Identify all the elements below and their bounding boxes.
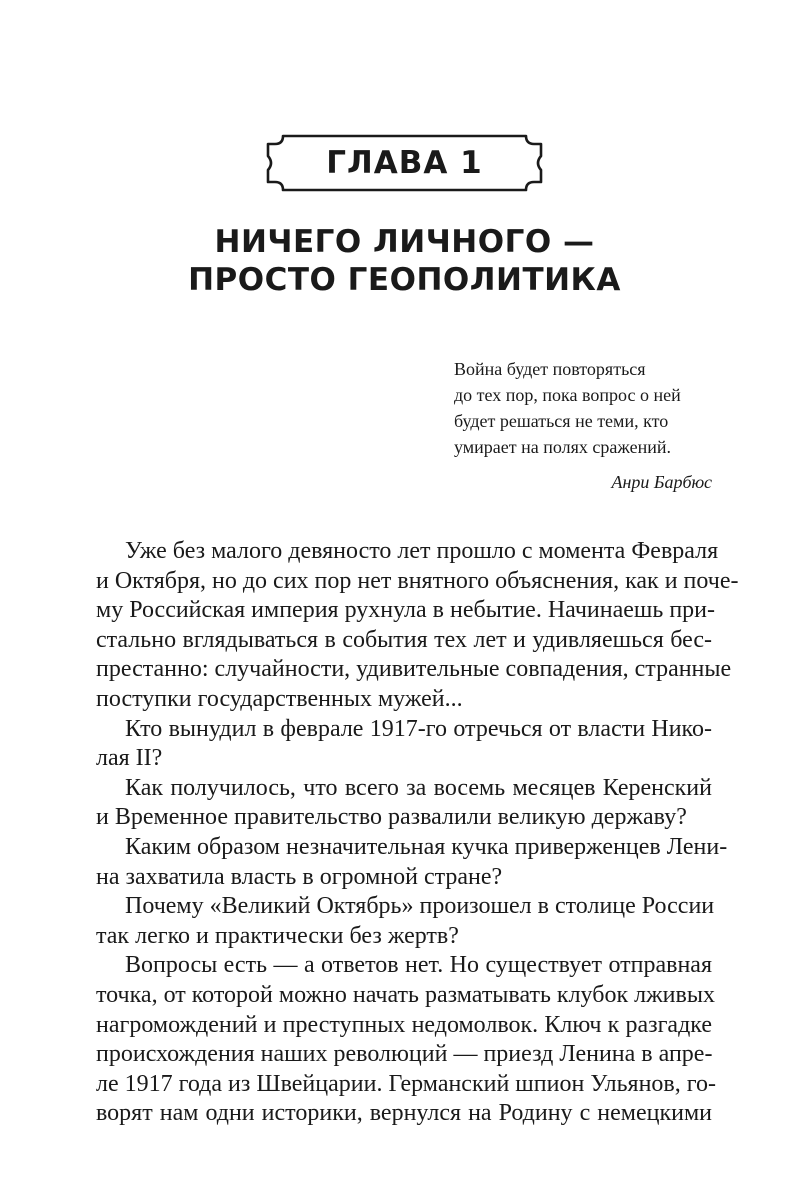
chapter-title-line: НИЧЕГО ЛИЧНОГО — [214, 224, 595, 260]
text-line: Вопросы есть — а ответов нет. Но существует отправная [125, 952, 712, 979]
text-line: му Российская империя рухнула в небытие. Начинаешь при- [96, 597, 716, 624]
text-line: так легко и практически без жертв? [96, 922, 459, 949]
chapter-label-frame [263, 130, 546, 196]
text-line: ле 1917 года из Швейцарии. Германский шпион Ульянов, го- [96, 1070, 716, 1097]
text-line: и Октября, но до сих пор нет внятного объяснения, как и поче- [96, 567, 739, 594]
epigraph-line: до тех пор, пока вопрос о ней [454, 385, 681, 405]
text-line: точка, от которой можно начать разматывать клубок лживых [96, 981, 715, 1008]
epigraph [454, 356, 724, 460]
epigraph-author: Анри Барбюс [611, 472, 712, 492]
text-line: поступки государственных мужей... [96, 685, 463, 712]
text-line: Кто вынудил в феврале 1917-го отречься от власти Нико- [125, 715, 712, 742]
text-line: на захватила власть в огромной стране? [96, 863, 503, 890]
text-line: лая II? [96, 745, 163, 772]
text-line: Уже без малого девяносто лет прошло с момента Февраля [125, 538, 719, 564]
text-line: ворят нам одни историки, вернулся на Родину с немецкими [96, 1100, 712, 1127]
chapter-label: ГЛАВА 1 [326, 145, 483, 181]
text-line: и Временное правительство развалили великую державу? [96, 804, 687, 831]
chapter-title-line: ПРОСТО ГЕОПОЛИТИКА [188, 262, 621, 298]
epigraph-line: умирает на полях сражений. [454, 437, 671, 457]
text-line: нагромождений и преступных недомолвок. Ключ к разгадке [96, 1011, 712, 1038]
text-line: престанно: случайности, удивительные совпадения, странные [96, 656, 732, 683]
body-text [96, 537, 739, 1129]
text-line: Как получилось, что всего за восемь месяцев Керенский [125, 774, 712, 801]
epigraph-line: Война будет повторяться [454, 359, 646, 379]
text-line: Почему «Великий Октябрь» произошел в столице России [125, 893, 715, 920]
epigraph-line: будет решаться не теми, кто [454, 411, 669, 431]
text-line: происхождения наших революций — приезд Ленина в апре- [96, 1041, 713, 1068]
text-line: Каким образом незначительная кучка приверженцев Лени- [125, 833, 728, 860]
text-line: стально вглядываться в события тех лет и удивляешься бес- [96, 626, 712, 653]
